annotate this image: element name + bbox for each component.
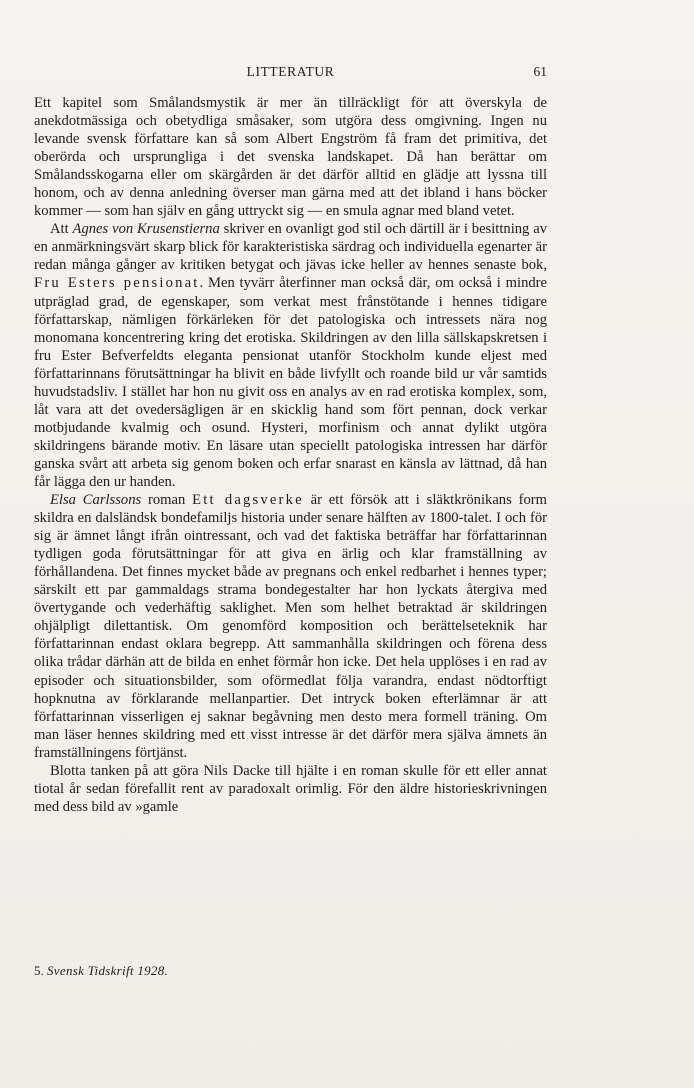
paragraph-text: är ett försök att i släktkrönikans form skildra en dalsländsk bondefamiljs historia under senare hälften av 1800-talet. I och för sig är ämnet långt ifrån ointressant, och vad det faktiska beträffar har författarinnan tydligen goda förutsättningar för att giva en ärlig och klar framställning av förhållandena. Det finnes mycket både av pregnans och enkel redbarhet i hennes typer; särskilt ett par gammaldags strama bondegestalter har hon lyckats återgiva med övertygande och vederhäftig saklighet. Men som helhet betraktad är skildringen ohjälpligt dilettantisk. Om genomförd komposition och berättelseteknik har författarinnan endast oklara begrepp. Att sammanhålla skildringen och förena dess olika trådar därhän att de bilda en enhet förmår hon icke. Det hela upplöses i en rad av episoder och situationsbilder, som oförmedlat följa varandra, endast nödtorftigt hopknutna av förklarande mellanpartier. Det intryck boken efterlämnar är att författarinnan visserligen ej saknar begåvning men desto mera formell träning. Om man läser hennes skildring med ett visst intresse är det därför mera själva ämnets än framställningens förtjänst.	[34, 492, 547, 761]
paragraph-krusenstierna	[34, 220, 547, 491]
paragraph-text: Blotta tanken på att göra Nils Dacke till hjälte i en roman skulle för ett eller annat tiotal år sedan förefallit rent av paradoxalt orimlig. För den äldre historieskrivningen med dess bild av »gamle	[34, 762, 547, 815]
page-number: 61	[533, 64, 547, 79]
paragraph-engstrom	[34, 94, 547, 220]
author-name: Elsa Carlssons	[50, 492, 142, 509]
author-name: Agnes von Krusenstierna	[72, 221, 220, 238]
paragraph-text: roman	[141, 492, 193, 509]
paragraph-text: Ett kapitel som Smålandsmystik är mer än tillräckligt för att överskyla de anekdotmässiga och obetydliga småsaker, som utgöra dess omgivning. Ingen nu levande svensk författare kan så som Albert Engström få fram det primitiva, det oberörda och ursprungliga i det svenska landskapet. Då han berättar om Smålandsskogarna eller om skärgården är det därför alltid en glädje att lyssna till honom, och av denna anledning överser man gärna med att det ibland i hans böcker kommer — som han själv en gång uttryckt sig — en smula agnar med bland vetet.	[34, 95, 547, 220]
body-text	[34, 94, 547, 816]
paragraph-carlsson	[34, 491, 547, 762]
paragraph-text: skriver en ovanligt god stil och därtill är i besittning av en anmärkningsvärt skarp blick för karakteristiska särdrag och individuella egenarter är redan många gånger av kritiken betygat och jävas icke heller av hennes senaste bok,	[34, 221, 548, 274]
running-head-title: LITTERATUR	[246, 64, 335, 79]
book-title: Fru Esters pensionat	[34, 275, 200, 292]
running-head	[34, 64, 547, 82]
book-title: Ett dagsverke	[192, 492, 304, 509]
signature-title: Svensk Tidskrift 1928.	[47, 963, 169, 978]
signature-number: 5.	[34, 963, 44, 978]
signature-line	[34, 963, 547, 979]
paragraph-dacke	[34, 762, 547, 816]
paragraph-text: . Men tyvärr återfinner man också där, om också i mindre utpräglad grad, de egenskaper, som verkat mest frånstötande i hennes tidigare författarskap, nämligen förkärleken för det patologiska och intressets nära nog monomana koncentrering kring det erotiska. Skildringen av den lilla sällskapskretsen i fru Ester Befverfeldts eleganta pensionat utanför Stockholm kunde eljest med författarinnans förutsättningar ha blivit en både livfyllt och roande bild ur vår samtids huvudstadsliv. I stället har hon nu givit oss en analys av en rad erotiska komplex, som, låt vara att det ovedersägligen är en skicklig hand som fört pennan, dock verkar motbjudande kvalmig och osund. Hysteri, morfinism och annat dylikt utgöra skildringens bärande motiv. En läsare utan speciellt patologiska intressen har därför ganska svårt att arbeta sig genom boken och erfar snarast en känsla av lättnad, då han får lägga den ur handen.	[34, 275, 547, 490]
paragraph-lead: Att	[50, 221, 73, 238]
